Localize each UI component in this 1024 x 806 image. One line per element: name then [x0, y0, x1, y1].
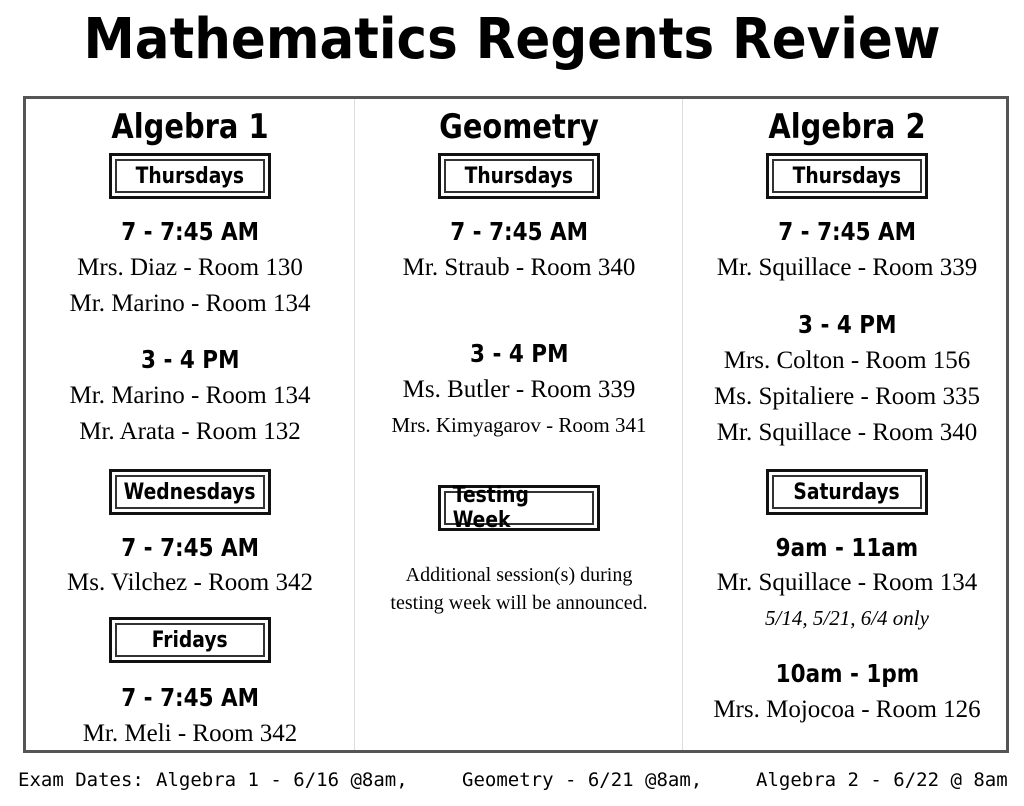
time-slot: 3 - 4 PM [469, 339, 569, 368]
schedule-board [23, 96, 1009, 753]
day-label: Thursdays [792, 163, 902, 189]
session-entry: Mrs. Kimyagarov - Room 341 [391, 413, 647, 437]
time-slot: 3 - 4 PM [140, 345, 240, 374]
day-label: Thursdays [135, 163, 245, 189]
session-entry: Mr. Squillace - Room 134 [716, 569, 978, 596]
time-slot: 7 - 7:45 AM [121, 683, 259, 712]
time-slot: 7 - 7:45 AM [778, 217, 916, 246]
day-badge-thursdays [766, 153, 928, 199]
session-note: 5/14, 5/21, 6/4 only [765, 606, 929, 630]
column-algebra-2 [682, 99, 1011, 750]
exam-date-geometry: Geometry - 6/21 @8am, [462, 769, 703, 791]
exam-date-algebra-1: Algebra 1 - 6/16 @8am, [156, 769, 408, 791]
session-entry: Mr. Squillace - Room 339 [716, 254, 978, 281]
column-geometry [354, 99, 683, 750]
session-entry: Mr. Squillace - Room 340 [716, 419, 978, 446]
column-algebra-1 [26, 99, 354, 750]
day-badge-fridays [109, 617, 271, 663]
session-entry: Mrs. Diaz - Room 130 [77, 254, 303, 281]
day-badge-thursdays [438, 153, 600, 199]
time-slot: 7 - 7:45 AM [450, 217, 588, 246]
testing-week-note: Additional session(s) during testing week will be announced. [390, 564, 648, 614]
day-label: Fridays [152, 627, 228, 653]
day-label: Thursdays [464, 163, 574, 189]
session-entry: Mrs. Mojocoa - Room 126 [713, 696, 981, 723]
session-entry: Mr. Meli - Room 342 [82, 720, 298, 747]
time-slot: 9am - 11am [775, 533, 919, 562]
time-slot: 10am - 1pm [775, 659, 919, 688]
time-slot: 3 - 4 PM [797, 310, 897, 339]
course-heading: Geometry [439, 107, 599, 147]
session-entry: Ms. Butler - Room 339 [402, 376, 636, 403]
course-heading: Algebra 1 [111, 107, 269, 147]
day-badge-testing-week [438, 485, 600, 531]
day-badge-thursdays [109, 153, 271, 199]
exam-date-algebra-2: Algebra 2 - 6/22 @ 8am [756, 769, 1008, 791]
day-badge-saturdays [766, 469, 928, 515]
exam-dates-footer [18, 765, 1018, 795]
session-entry: Ms. Spitaliere - Room 335 [714, 383, 980, 410]
day-badge-wednesdays [109, 469, 271, 515]
exam-dates-label: Exam Dates: [18, 769, 144, 791]
session-entry: Mr. Straub - Room 340 [402, 254, 636, 281]
session-entry: Mr. Arata - Room 132 [79, 418, 301, 445]
session-entry: Mr. Marino - Room 134 [69, 382, 311, 409]
day-label: Saturdays [793, 479, 901, 505]
session-entry: Mrs. Colton - Room 156 [723, 347, 971, 374]
time-slot: 7 - 7:45 AM [121, 217, 259, 246]
time-slot: 7 - 7:45 AM [121, 533, 259, 562]
day-label: Wednesdays [124, 479, 256, 505]
course-heading: Algebra 2 [768, 107, 926, 147]
session-entry: Mr. Marino - Room 134 [69, 290, 311, 317]
page-title: Mathematics Regents Review [83, 7, 941, 72]
day-label: Testing Week [452, 483, 529, 533]
session-entry: Ms. Vilchez - Room 342 [67, 569, 313, 596]
